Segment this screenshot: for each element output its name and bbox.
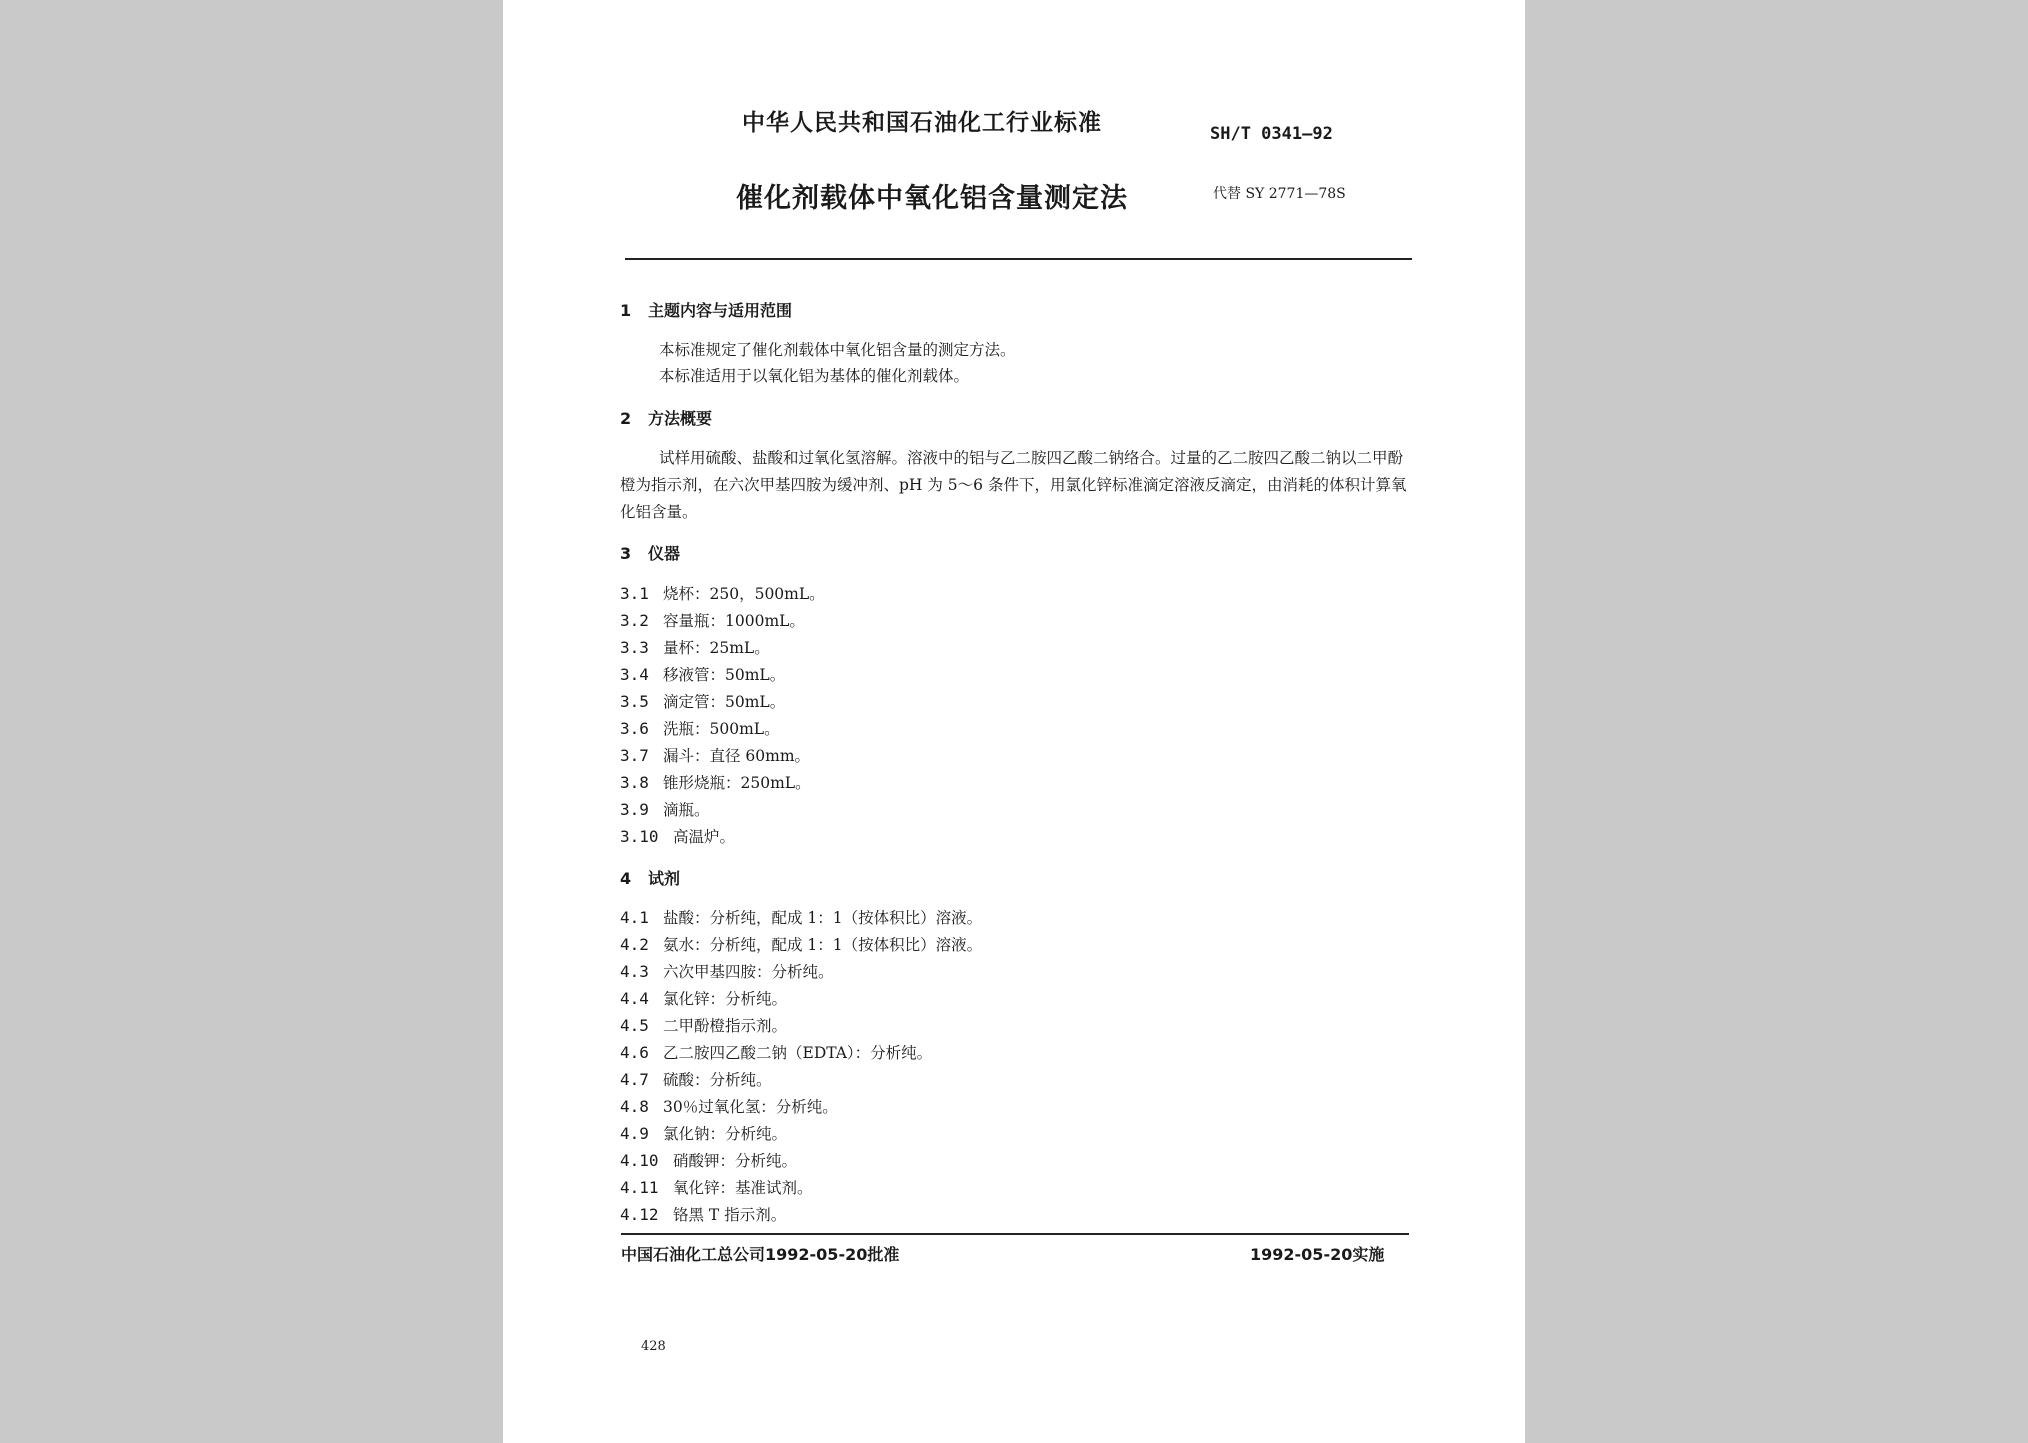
document-title: 催化剂载体中氧化铝含量测定法 (736, 183, 1128, 214)
list-item: 4.9 氯化钠：分析纯。 (620, 1124, 788, 1143)
list-item: 4.11 氧化锌：基准试剂。 (620, 1178, 813, 1197)
page-number: 428 (641, 1339, 666, 1354)
list-item: 4.2 氨水：分析纯，配成 1：1（按体积比）溶液。 (620, 935, 983, 954)
standard-code: SH/T 0341—92 (1210, 124, 1333, 144)
approval-note: 中国石油化工总公司1992-05-20批准 (621, 1245, 900, 1264)
document-page (503, 0, 1525, 1443)
header-divider (625, 258, 1412, 260)
list-item: 4.6 乙二胺四乙酸二钠（EDTA）：分析纯。 (620, 1043, 933, 1062)
section-number: 4 (620, 869, 632, 888)
list-item: 4.4 氯化锌：分析纯。 (620, 989, 788, 1008)
section-title: 主题内容与适用范围 (648, 301, 793, 320)
section-2-paragraph (620, 445, 1410, 526)
standard-title: 中华人民共和国石油化工行业标准 (742, 110, 1102, 136)
section-title: 试剂 (648, 869, 681, 888)
section-1-line-1: 本标准规定了催化剂载体中氧化铝含量的测定方法。 (659, 341, 1016, 359)
section-number: 1 (620, 301, 632, 320)
list-item: 4.12 铬黑 T 指示剂。 (620, 1205, 787, 1224)
list-item: 3.10 高温炉。 (620, 827, 736, 846)
list-item: 3.1 烧杯：250，500mL。 (620, 584, 825, 603)
list-item: 4.3 六次甲基四胺：分析纯。 (620, 962, 834, 981)
method-summary: 试样用硫酸、盐酸和过氧化氢溶解。溶液中的铝与乙二胺四乙酸二钠络合。过量的乙二胺四乙酸二钠以二甲酚橙为指示剂，在六次甲基四胺为缓冲剂、pH 为 5～6 条件下，用氯化锌标准滴定溶液反滴定，由消耗的体积计算氧化铝含量。 (620, 449, 1407, 521)
section-2-heading (620, 406, 712, 429)
footer-divider (621, 1233, 1409, 1235)
list-item: 4.5 二甲酚橙指示剂。 (620, 1016, 788, 1035)
effective-date: 1992-05-20实施 (1250, 1245, 1385, 1264)
section-3-heading (620, 541, 680, 564)
list-item: 3.5 滴定管：50mL。 (620, 692, 786, 711)
list-item: 3.2 容量瓶：1000mL。 (620, 611, 805, 630)
list-item: 3.6 洗瓶：500mL。 (620, 719, 780, 738)
section-1-heading (620, 298, 792, 321)
list-item: 4.7 硫酸：分析纯。 (620, 1070, 772, 1089)
section-4-heading (620, 866, 680, 889)
list-item: 3.3 量杯：25mL。 (620, 638, 770, 657)
section-title: 方法概要 (648, 409, 713, 428)
list-item: 3.8 锥形烧瓶：250mL。 (620, 773, 811, 792)
section-title: 仪器 (648, 544, 681, 563)
section-number: 2 (620, 409, 632, 428)
section-number: 3 (620, 544, 632, 563)
list-item: 4.8 30％过氧化氢：分析纯。 (620, 1097, 838, 1116)
replaces-note: 代替 SY 2771—78S (1213, 186, 1346, 202)
list-item: 4.10 硝酸钾：分析纯。 (620, 1151, 798, 1170)
list-item: 4.1 盐酸：分析纯，配成 1：1（按体积比）溶液。 (620, 908, 983, 927)
section-1-line-2: 本标准适用于以氧化铝为基体的催化剂载体。 (659, 367, 970, 385)
list-item: 3.4 移液管：50mL。 (620, 665, 786, 684)
list-item: 3.9 滴瓶。 (620, 800, 710, 819)
list-item: 3.7 漏斗：直径 60mm。 (620, 746, 811, 765)
